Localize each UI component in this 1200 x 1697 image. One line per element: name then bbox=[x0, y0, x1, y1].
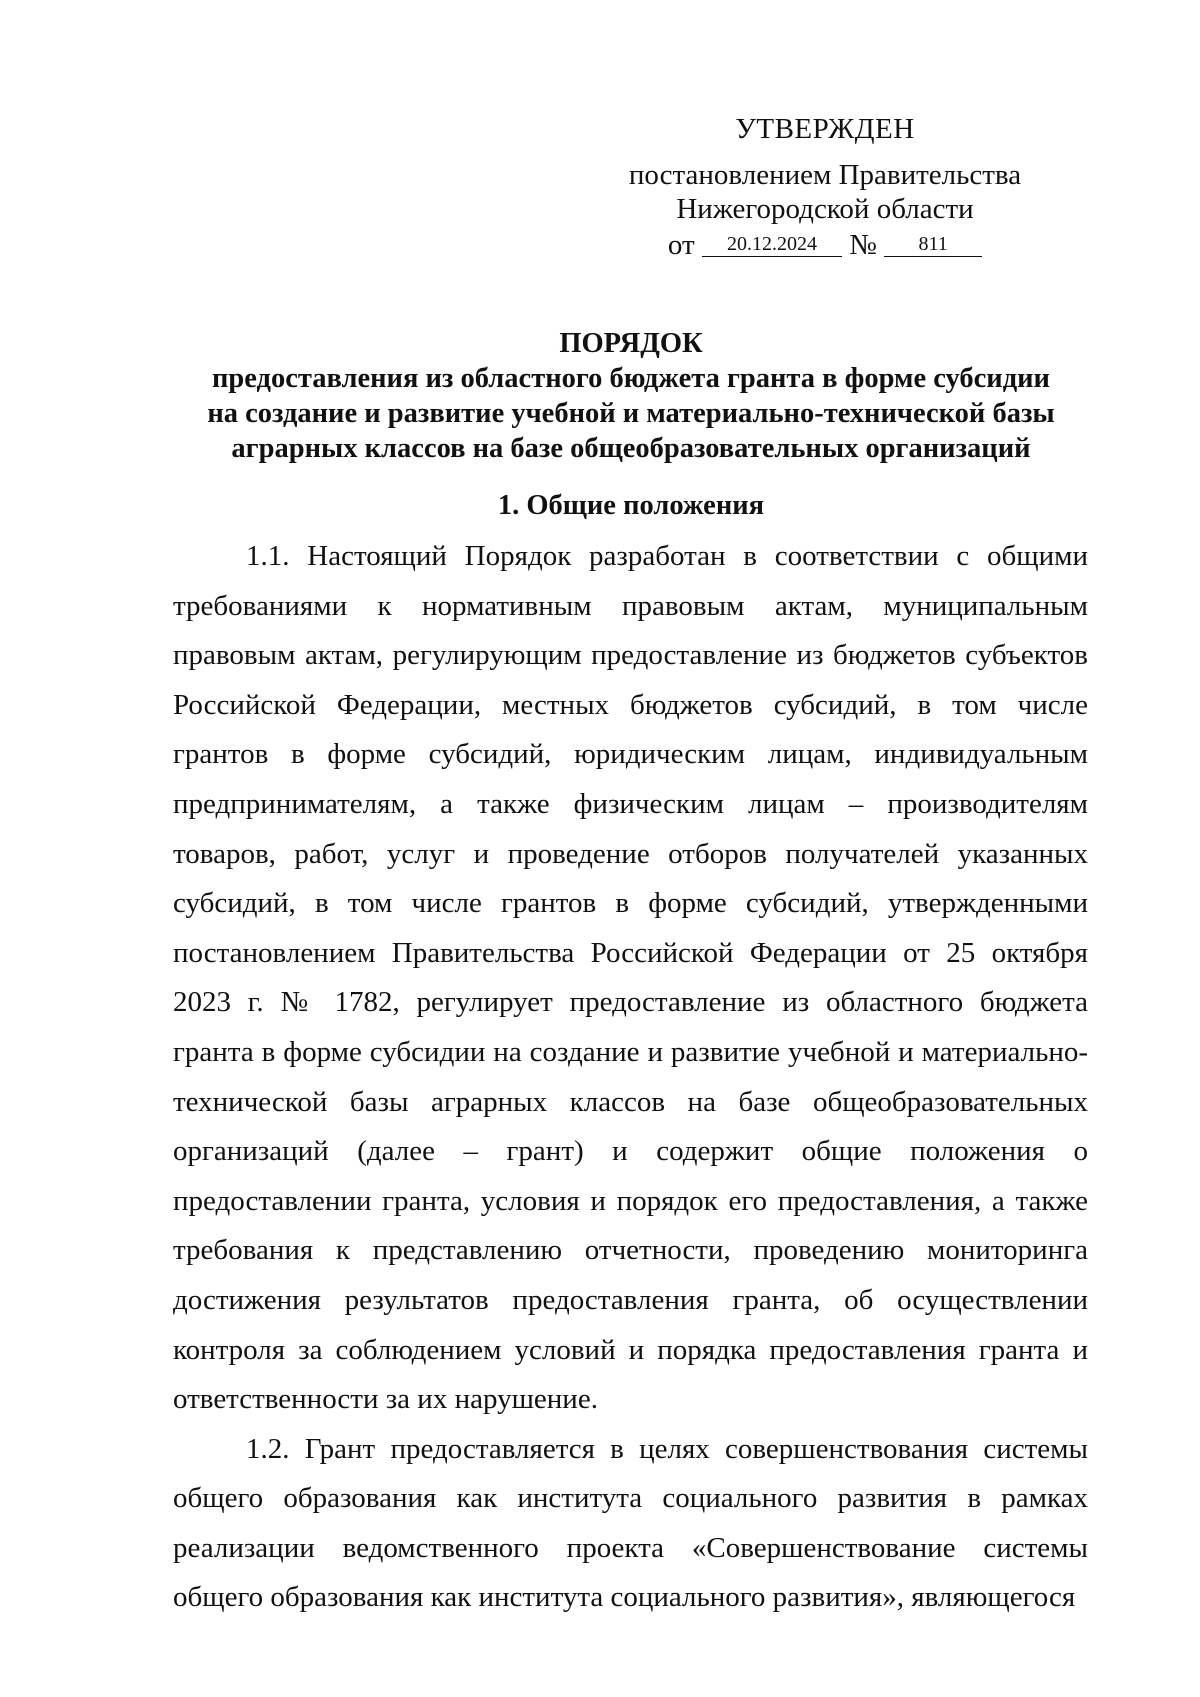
approval-line-1: постановлением Правительства bbox=[628, 159, 1022, 191]
approval-number: 811 bbox=[884, 232, 982, 257]
title-main: ПОРЯДОК bbox=[559, 328, 703, 359]
approval-number-sign: № bbox=[849, 229, 877, 261]
title-line-1: предоставления из областного бюджета гранта в форме субсидии bbox=[212, 363, 1050, 394]
document-title bbox=[172, 326, 1090, 466]
approval-date-line bbox=[600, 228, 1050, 262]
paragraph-1-2: 1.2. Грант предоставляется в целях совершенствования системы общего образования как института социального развития в рамках реализации ведомственного проекта «Совершенствование системы общего образования как института социального развития», являющегося bbox=[173, 1432, 1088, 1614]
approval-block bbox=[600, 112, 1050, 262]
title-line-2: на создание и развитие учебной и материально-технической базы bbox=[207, 398, 1055, 429]
approval-date: 20.12.2024 bbox=[702, 232, 842, 257]
section-heading: 1. Общие положения bbox=[497, 490, 765, 521]
approval-line-2: Нижегородской области bbox=[676, 193, 974, 225]
paragraph-1-1: 1.1. Настоящий Порядок разработан в соответствии с общими требованиями к нормативным правовым актам, муниципальным правовым актам, регулирующим предоставление из бюджетов субъектов Российской Федерации, местных бюджетов субсидий, в том числе грантов в форме субсидий, юридическим лицам, индивидуальным предпринимателям, а также физическим лицам – производителям товаров, работ, услуг и проведение отборов получателей указанных субсидий, в том числе грантов в форме субсидий, утвержденными постановлением Правительства Российской Федерации от 25 октября 2023 г. № 1782, регулирует предоставление из областного бюджета гранта в форме субсидии на создание и развитие учебной и материально-технической базы аграрных классов на базе общеобразовательных организаций (далее – грант) и содержит общие положения о предоставлении гранта, условия и порядок его предоставления, а также требования к представлению отчетности, проведению мониторинга достижения результатов предоставления гранта, об осуществлении контроля за соблюдением условий и порядка предоставления гранта и ответственности за их нарушение. bbox=[173, 540, 1088, 1416]
title-line-3: аграрных классов на базе общеобразовательных организаций bbox=[231, 433, 1031, 464]
approval-from-prefix: от bbox=[667, 229, 695, 261]
section-body bbox=[173, 532, 1088, 1623]
approval-heading: УТВЕРЖДЕН bbox=[735, 113, 915, 145]
